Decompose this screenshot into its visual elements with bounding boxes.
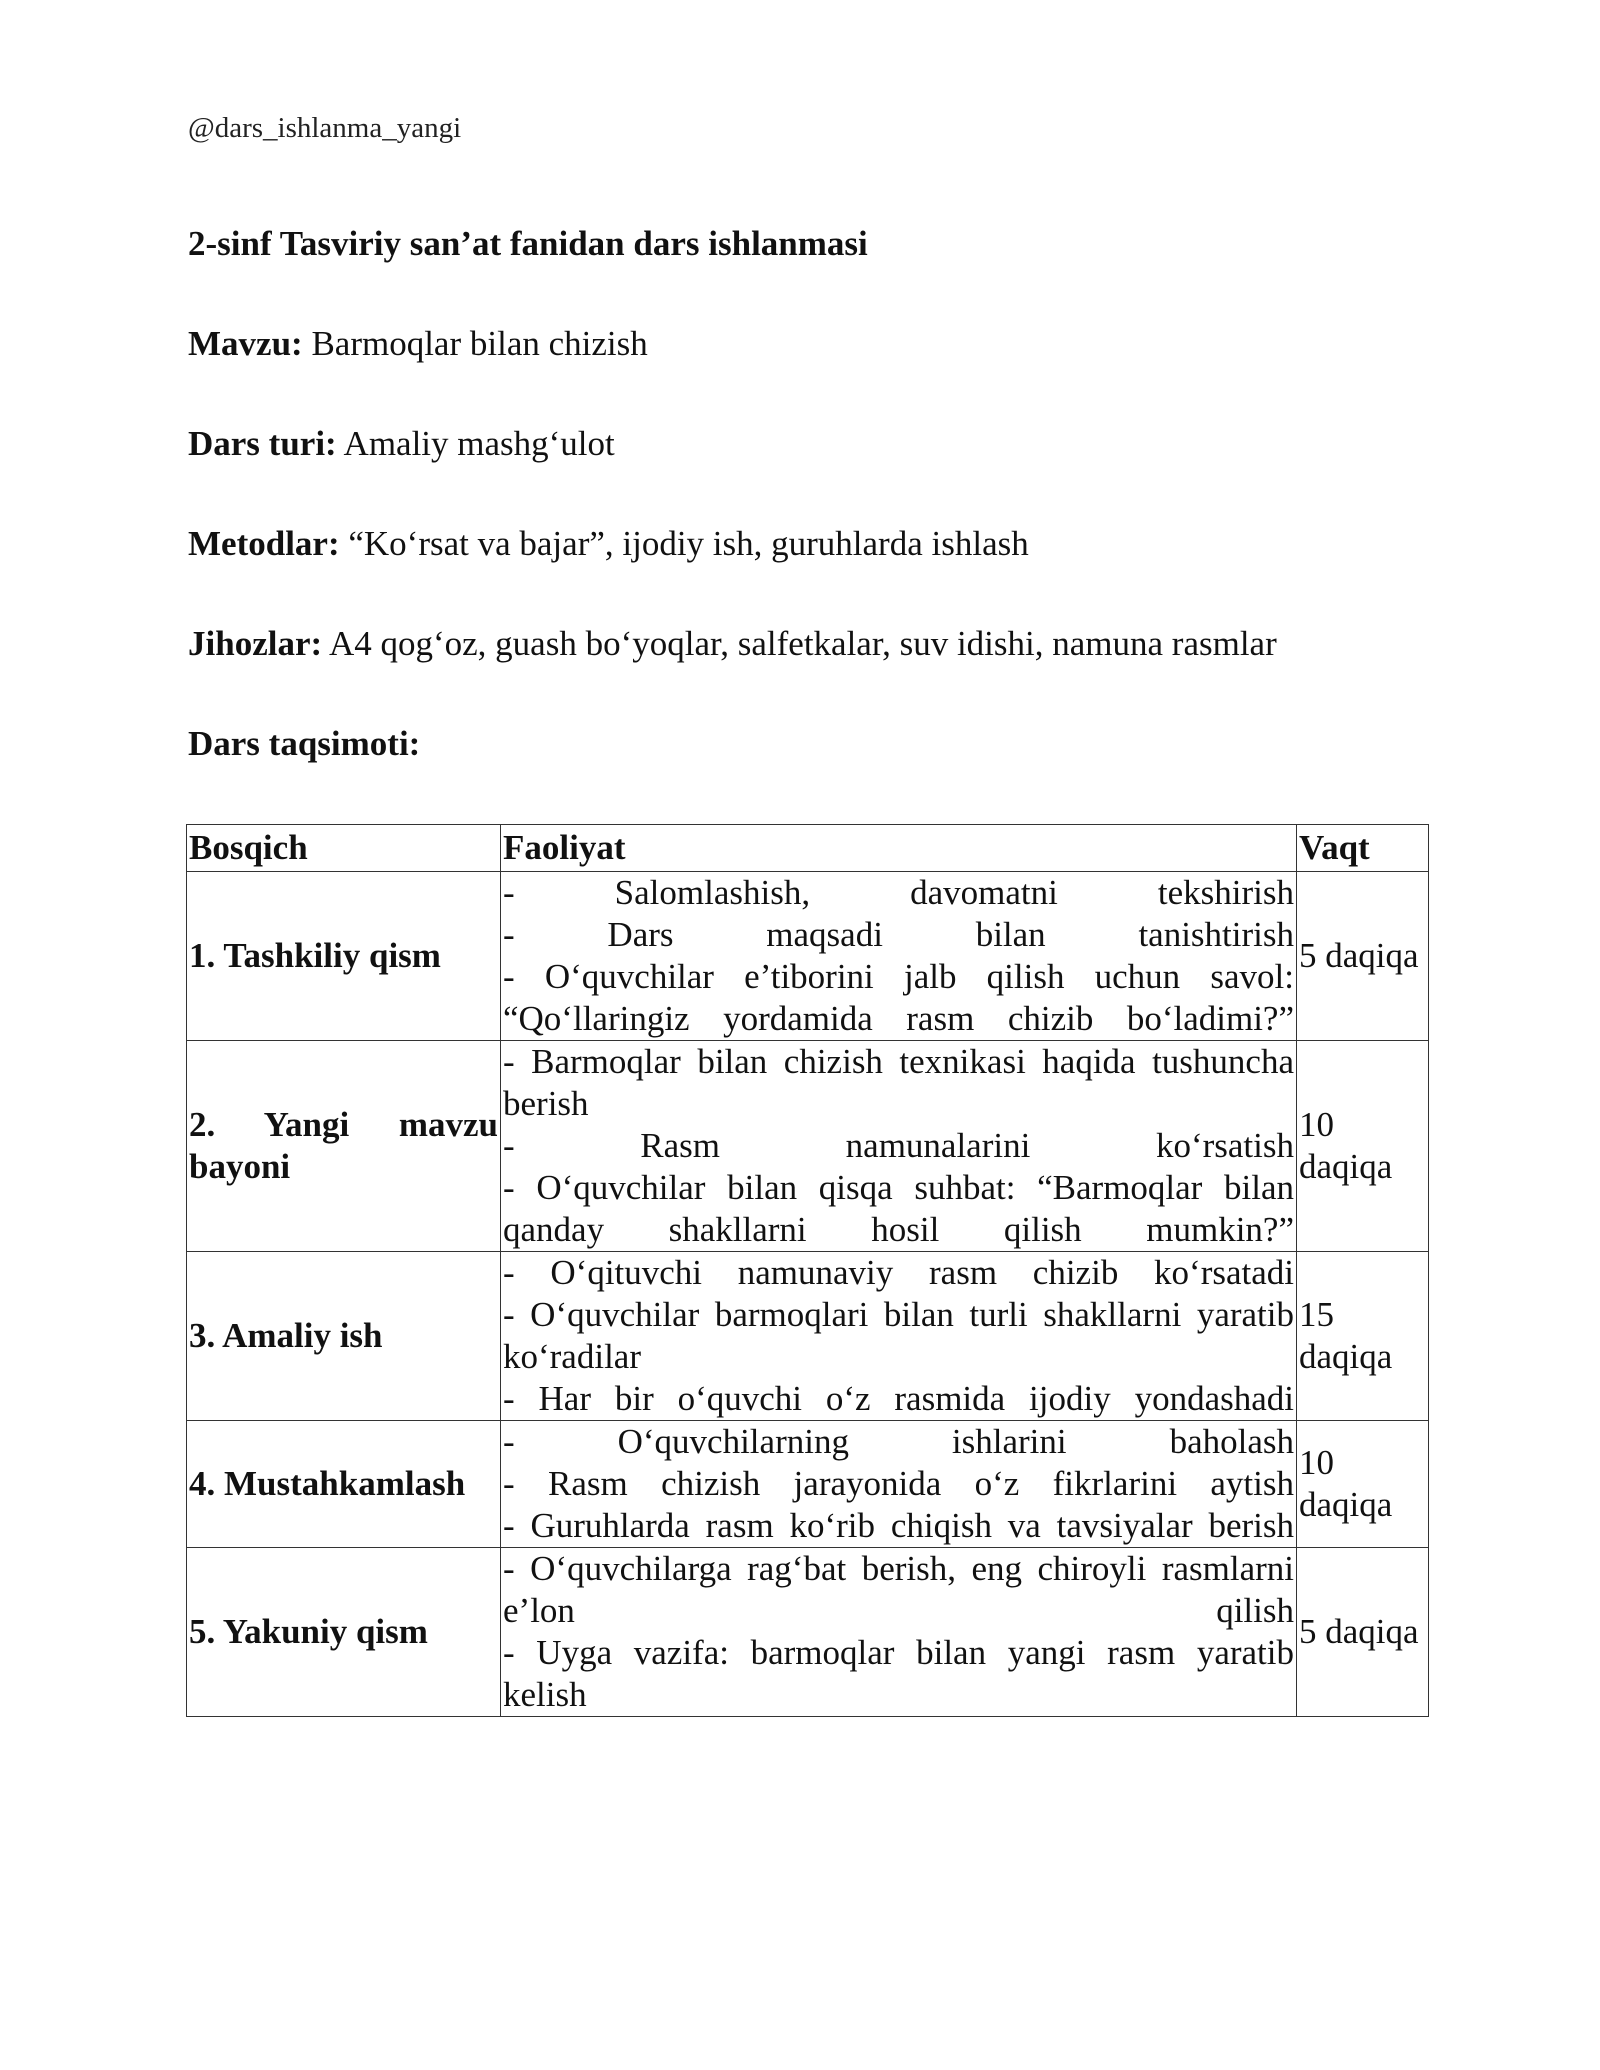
activity-item: - O‘qituvchi namunaviy rasm chizib ko‘rsatadi [503, 1253, 1294, 1292]
activity-item: - Barmoqlar bilan chizish texnikasi haqida tushuncha berish [503, 1042, 1294, 1123]
lesson-plan-table [186, 824, 1429, 1717]
table-row [187, 1421, 1429, 1548]
table-header-row [187, 825, 1429, 872]
column-header-stage: Bosqich [187, 825, 501, 872]
meta-label: Dars turi: [188, 424, 337, 463]
activity-cell [501, 1548, 1297, 1717]
activity-item: - Salomlashish, davomatni tekshirish [503, 873, 1294, 912]
activity-cell [501, 872, 1297, 1041]
activity-item: - Guruhlarda rasm ko‘rib chiqish va tavsiyalar berish [503, 1506, 1294, 1545]
meta-label: Mavzu: [188, 324, 303, 363]
meta-equipment [188, 624, 1277, 664]
activity-item: - O‘quvchilarga rag‘bat berish, eng chiroyli rasmlarni e’lon qilish [503, 1549, 1294, 1630]
meta-lesson-type [188, 424, 615, 464]
document-title: 2-sinf Tasviriy san’at fanidan dars ishlanmasi [188, 224, 868, 263]
meta-label: Metodlar: [188, 524, 340, 563]
table-row [187, 1041, 1429, 1252]
activity-item: - Har bir o‘quvchi o‘z rasmida ijodiy yondashadi [503, 1379, 1294, 1418]
stage-cell: 4. Mustahkamlash [187, 1421, 501, 1548]
activity-item: - Rasm chizish jarayonida o‘z fikrlarini aytish [503, 1464, 1294, 1503]
activity-cell [501, 1421, 1297, 1548]
activity-item: - Dars maqsadi bilan tanishtirish [503, 915, 1294, 954]
section-title: Dars taqsimoti: [188, 724, 421, 763]
activity-item: - O‘quvchilar e’tiborini jalb qilish uchun savol: “Qo‘llaringiz yordamida rasm chizib bo‘ladimi?” [503, 957, 1294, 1038]
meta-value: “Ko‘rsat va bajar”, ijodiy ish, guruhlarda ishlash [339, 524, 1029, 563]
stage-cell: 5. Yakuniy qism [187, 1548, 501, 1717]
table-row [187, 1252, 1429, 1421]
table-row [187, 872, 1429, 1041]
column-header-activity: Faoliyat [501, 825, 1297, 872]
meta-value: Barmoqlar bilan chizish [302, 324, 648, 363]
meta-methods [188, 524, 1029, 564]
time-cell: 15 daqiqa [1297, 1252, 1429, 1421]
channel-handle: @dars_ishlanma_yangi [188, 112, 462, 144]
activity-item: - O‘quvchilar bilan qisqa suhbat: “Barmoqlar bilan qanday shakllarni hosil qilish mumkin?” [503, 1168, 1294, 1249]
meta-value: Amaliy mashg‘ulot [336, 424, 615, 463]
activity-item: - O‘quvchilarning ishlarini baholash [503, 1422, 1294, 1461]
time-cell: 10 daqiqa [1297, 1041, 1429, 1252]
activity-item: - Rasm namunalarini ko‘rsatish [503, 1126, 1294, 1165]
table-row [187, 1548, 1429, 1717]
meta-label: Jihozlar: [188, 624, 323, 663]
activity-cell [501, 1041, 1297, 1252]
stage-cell: 1. Tashkiliy qism [187, 872, 501, 1041]
column-header-time: Vaqt [1297, 825, 1429, 872]
time-cell: 5 daqiqa [1297, 872, 1429, 1041]
time-cell: 10 daqiqa [1297, 1421, 1429, 1548]
activity-item: - Uyga vazifa: barmoqlar bilan yangi rasm yaratib kelish [503, 1633, 1294, 1714]
activity-cell [501, 1252, 1297, 1421]
activity-item: - O‘quvchilar barmoqlari bilan turli shakllarni yaratib ko‘radilar [503, 1295, 1294, 1376]
meta-topic [188, 324, 648, 364]
stage-cell: 3. Amaliy ish [187, 1252, 501, 1421]
stage-cell: 2. Yangi mavzu bayoni [187, 1041, 501, 1252]
time-cell: 5 daqiqa [1297, 1548, 1429, 1717]
meta-value: A4 qog‘oz, guash bo‘yoqlar, salfetkalar, suv idishi, namuna rasmlar [322, 624, 1277, 663]
